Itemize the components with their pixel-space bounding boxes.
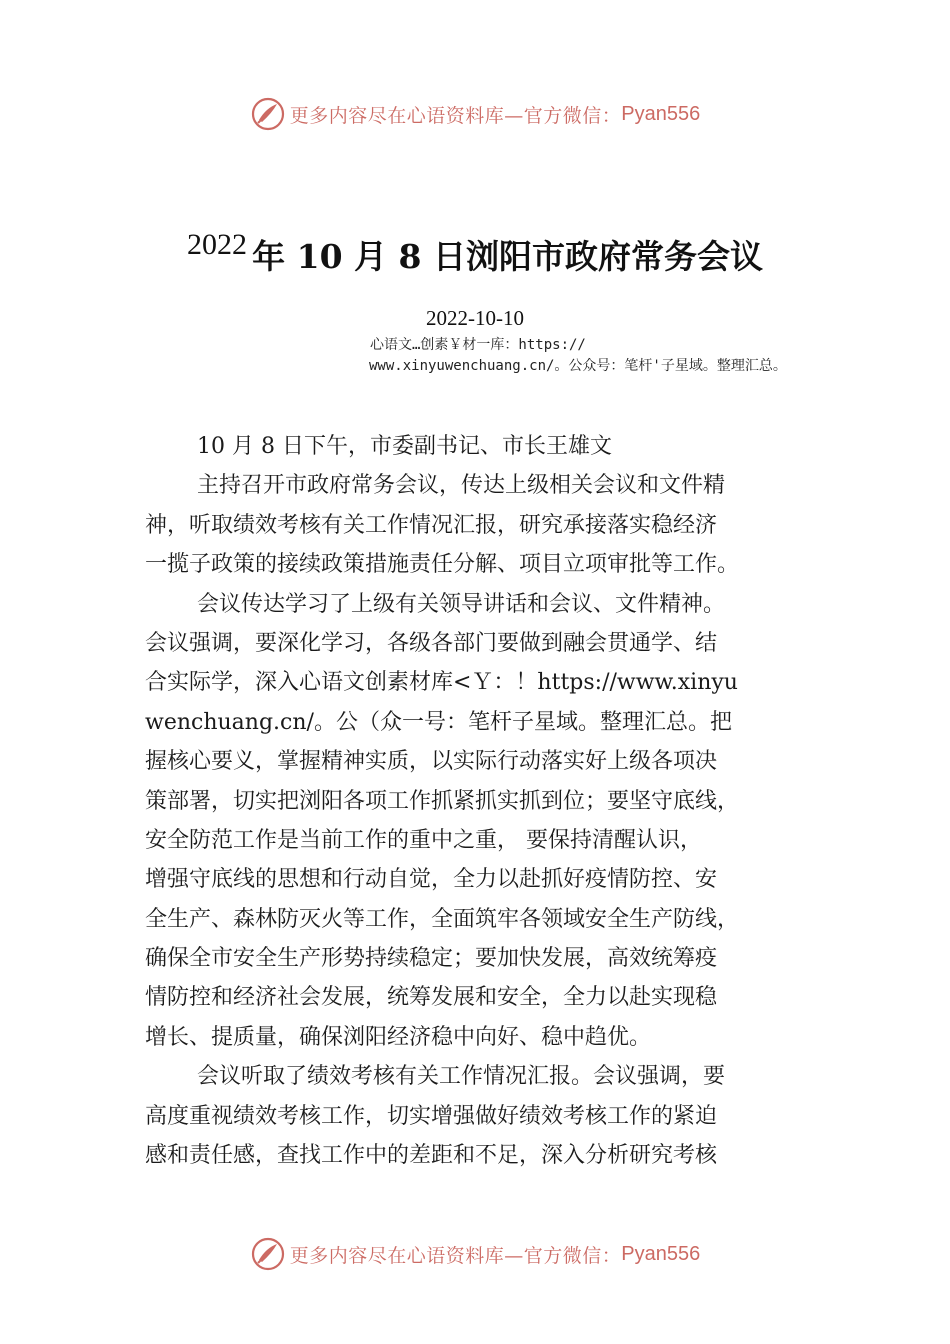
pen-logo-icon	[250, 1236, 286, 1272]
body-line: 高度重视绩效考核工作，切实增强做好绩效考核工作的紧迫	[145, 1103, 718, 1129]
body-line: 一揽子政策的接续政策措施责任分解、项目立项审批等工作。	[145, 552, 740, 578]
title-year: 2022	[187, 228, 248, 261]
body-line: 感和责任感，查找工作中的差距和不足，深入分析研究考核	[145, 1143, 718, 1169]
body-line: 会议传达学习了上级有关领导讲话和会议、文件精神。	[197, 591, 726, 617]
promo-text: 更多内容尽在心语资料库—官方微信：	[289, 1244, 622, 1267]
body-line: wenchuang.cn/。公（众一号：笔杆子星域。整理汇总。把	[145, 709, 732, 735]
body-line: 全生产、森林防灭火等工作，全面筑牢各领域安全生产防线，	[145, 906, 740, 932]
wechat-id: Pyan556	[621, 102, 701, 125]
body-line: 合实际学，深入心语文创素材库<Ｙ：！https://www.xinyu	[145, 670, 738, 696]
body-line: 会议强调，要深化学习，各级各部门要做到融会贯通学、结	[145, 630, 718, 656]
source-note-line-1: 心语文…创素￥材一库：https://	[370, 337, 586, 353]
promo-banner-bottom	[0, 1232, 950, 1276]
title-text: 年 10 月 8 日浏阳市政府常务会议	[252, 237, 763, 276]
promo-text: 更多内容尽在心语资料库—官方微信：	[289, 104, 622, 127]
source-note-line-2: www.xinyuwenchuang.cn/。公众号：笔杆'子星域。整理汇总。	[369, 358, 787, 374]
body-line: 会议听取了绩效考核有关工作情况汇报。会议强调，要	[197, 1064, 726, 1090]
body-line: 10 月 8 日下午，市委副书记、市长王雄文	[197, 434, 612, 459]
document-body	[145, 427, 835, 1175]
promo-banner-top	[0, 92, 950, 136]
body-line: 增长、提质量，确保浏阳经济稳中向好、稳中趋优。	[145, 1024, 652, 1050]
pen-logo-icon	[250, 96, 286, 132]
body-line: 握核心要义，掌握精神实质，以实际行动落实好上级各项决	[145, 749, 718, 775]
wechat-id: Pyan556	[621, 1242, 701, 1265]
body-line: 神，听取绩效考核有关工作情况汇报，研究承接落实稳经济	[145, 512, 718, 538]
body-line: 安全防范工作是当前工作的重中之重， 要保持清醒认识，	[145, 827, 702, 853]
document-date: 2022-10-10	[426, 306, 524, 330]
body-line: 情防控和经济社会发展，统筹发展和安全，全力以赴实现稳	[145, 985, 718, 1011]
body-line: 主持召开市政府常务会议，传达上级相关会议和文件精	[197, 473, 726, 499]
document-title	[0, 228, 950, 278]
body-line: 策部署，切实把浏阳各项工作抓紧抓实抓到位；要坚守底线，	[145, 788, 740, 814]
body-line: 增强守底线的思想和行动自觉，全力以赴抓好疫情防控、安	[145, 867, 718, 893]
body-line: 确保全市安全生产形势持续稳定；要加快发展，高效统筹疫	[145, 946, 718, 972]
